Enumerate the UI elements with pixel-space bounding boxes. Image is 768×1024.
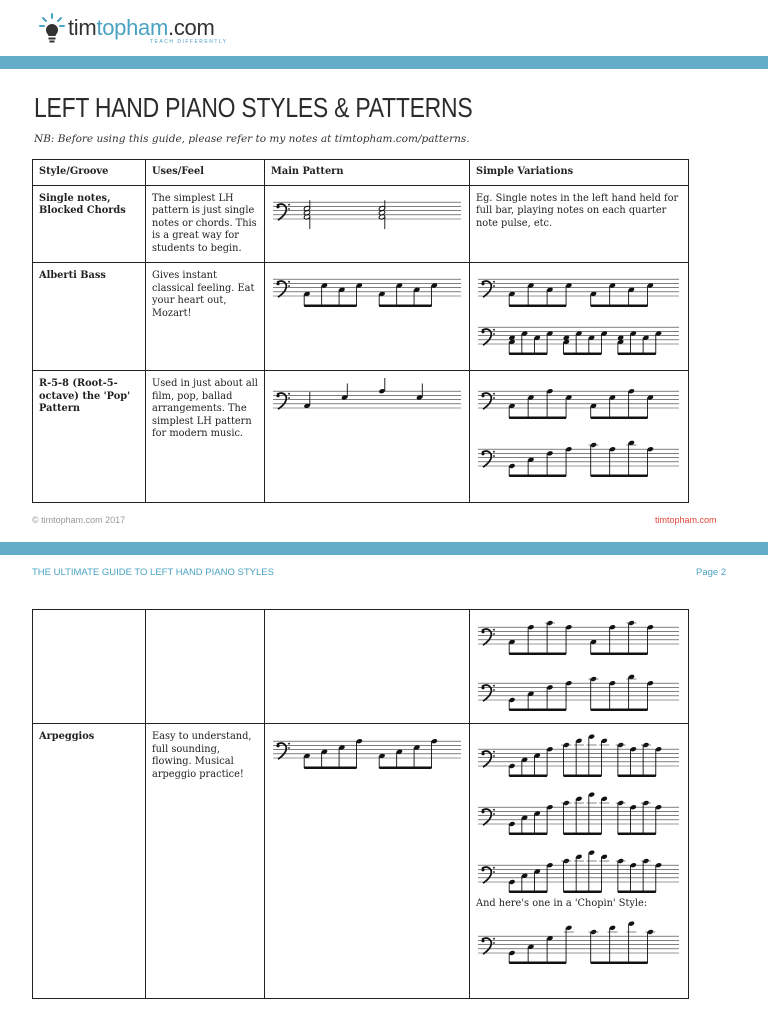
col-header-main: Main Pattern: [265, 160, 470, 186]
staff-arpeggio-var3: [476, 844, 681, 896]
style-cell: Arpeggios: [33, 724, 146, 999]
col-header-uses: Uses/Feel: [146, 160, 265, 186]
staff-arpeggio-var2: [476, 786, 681, 838]
brand-logo: [38, 12, 238, 46]
variations-cell: [470, 610, 689, 724]
intro-note: NB: Before using this guide, please refer to my notes at timtopham.com/patterns.: [34, 133, 470, 145]
main-pattern-cell: [265, 185, 470, 263]
staff-pop-var4: [476, 670, 681, 714]
style-cell: R-5-8 (Root-5-octave) the 'Pop' Pattern: [33, 371, 146, 503]
main-pattern-cell: [265, 724, 470, 999]
uses-cell: Gives instant classical feeling. Eat your heart out, Mozart!: [146, 263, 265, 371]
page-title: LEFT HAND PIANO STYLES & PATTERNS: [34, 92, 473, 123]
staff-pop-var2: [476, 436, 681, 480]
main-pattern-cell: [265, 263, 470, 371]
uses-cell: [146, 610, 265, 724]
variations-cell: [470, 371, 689, 503]
patterns-table-continued: [32, 609, 689, 999]
staff-alberti-var1: [476, 270, 681, 310]
staff-alberti-main: [271, 270, 463, 310]
footer-copyright: © timtopham.com 2017: [32, 515, 126, 525]
uses-cell: The simplest LH pattern is just single notes or chords. This is a great way for students to begin.: [146, 185, 265, 263]
staff-pop-var1: [476, 378, 681, 422]
main-pattern-cell: [265, 610, 470, 724]
footer-site-link[interactable]: timtopham.com: [655, 515, 717, 525]
lightbulb-logo-icon: [38, 12, 66, 46]
main-pattern-cell: [265, 371, 470, 503]
staff-arpeggio-main: [271, 728, 463, 772]
variations-cell: Eg. Single notes in the left hand held for full bar, playing notes on each quarter note pulse, etc.: [470, 185, 689, 263]
table-header-row: [33, 160, 689, 186]
style-cell: [33, 610, 146, 724]
style-cell: Single notes, Blocked Chords: [33, 185, 146, 263]
staff-pop-var3: [476, 614, 681, 658]
table-row: [33, 371, 689, 503]
staff-blocked-chords: [271, 193, 463, 233]
page-break-band: [0, 542, 768, 555]
staff-arpeggio-var1: [476, 728, 681, 780]
brand-tagline: TEACH DIFFERENTLY: [150, 39, 228, 45]
brand-name: timtopham.com: [68, 15, 215, 40]
uses-cell: Easy to understand, full sounding, flowing. Musical arpeggio practice!: [146, 724, 265, 999]
staff-chopin: [476, 919, 681, 967]
table-row: [33, 610, 689, 724]
table-row: [33, 263, 689, 371]
variations-cell: [470, 724, 689, 999]
variations-cell: [470, 263, 689, 371]
col-header-variations: Simple Variations: [470, 160, 689, 186]
staff-alberti-var2: [476, 318, 681, 358]
table-row: [33, 185, 689, 263]
uses-cell: Used in just about all film, pop, ballad arrangements. The simplest LH pattern for modern music.: [146, 371, 265, 503]
header-band: [0, 56, 768, 69]
patterns-table: [32, 159, 689, 503]
chopin-note: And here's one in a 'Chopin' Style:: [476, 898, 648, 909]
staff-pop-main: [271, 378, 463, 422]
table-row: [33, 724, 689, 999]
page2-running-title: THE ULTIMATE GUIDE TO LEFT HAND PIANO STYLES: [32, 567, 274, 578]
page-number: Page 2: [696, 567, 727, 578]
col-header-style: Style/Groove: [33, 160, 146, 186]
style-cell: Alberti Bass: [33, 263, 146, 371]
